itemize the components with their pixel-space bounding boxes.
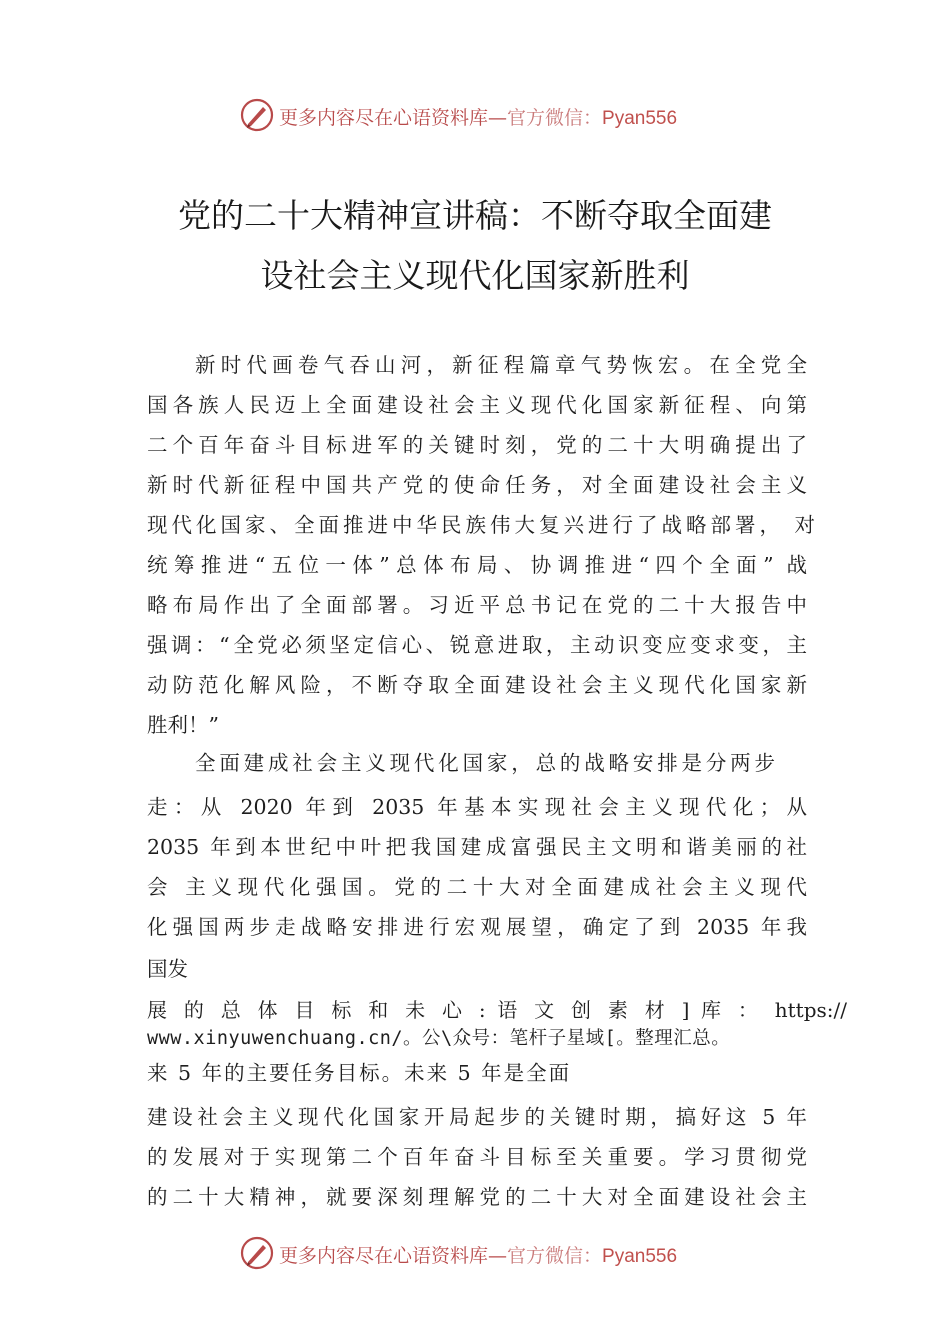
body-line: 来 5 年的主要任务目标。未来 5 年是全面 <box>147 1061 572 1085</box>
header-banner <box>0 95 950 135</box>
banner-id: Pyan556 <box>602 1246 678 1267</box>
page-title-line-2: 设社会主义现代化国家新胜利 <box>260 256 690 295</box>
body-line: 新时代画卷气吞山河，新征程篇章气势恢宏。在全党全 <box>195 353 807 377</box>
body-line: 二个百年奋斗目标进军的关键时刻，党的二十大明确提出了 <box>147 433 807 457</box>
body-line: 走：从 2020 年到 2035 年基本实现社会主义现代化；从 <box>147 795 807 819</box>
body-line: 统筹推进“五位一体”总体布局、协调推进“四个全面” 战 <box>147 553 807 577</box>
body-line-watermark: 展 的 总 体 目 标 和 未 心 : 语 文 创 素 材 ] 库 ： https:// <box>147 998 847 1022</box>
body-line: 国各族人民迈上全面建设社会主义现代化国家新征程、向第 <box>147 393 807 417</box>
body-line: 胜利！” <box>147 713 219 737</box>
banner-dash: — <box>488 107 508 129</box>
banner-id: Pyan556 <box>602 108 678 129</box>
body-line: 现代化国家、全面推进中华民族伟大复兴进行了战略部署， 对 <box>147 513 815 537</box>
banner-text <box>279 1241 677 1268</box>
body-line: 国发 <box>147 957 188 981</box>
body-line: 2035 年到本世纪中叶把我国建成富强民主文明和谐美丽的社 <box>147 835 807 859</box>
banner-text <box>279 103 677 130</box>
banner-wechat: 官方微信： <box>507 1245 603 1267</box>
banner-main: 更多内容尽在心语资料库 <box>279 107 489 129</box>
body-line: 化强国两步走战略安排进行宏观展望，确定了到 2035 年我 <box>147 915 807 939</box>
page-title-line-1: 党的二十大精神宣讲稿：不断夺取全面建 <box>178 196 772 235</box>
banner-dash: — <box>488 1245 508 1267</box>
body-line: 动防范化解风险，不断夺取全面建设社会主义现代化国家新 <box>147 673 807 697</box>
body-line-watermark: www.xinyuwenchuang.cn/。公\众号：笔杆子星域[。整理汇总。 <box>147 1028 731 1049</box>
footer-banner <box>0 1233 950 1273</box>
banner-wechat: 官方微信： <box>507 107 603 129</box>
body-line: 强调：“全党必须坚定信心、锐意进取，主动识变应变求变，主 <box>147 633 807 657</box>
body-line: 建设社会主义现代化国家开局起步的关键时期，搞好这 5 年 <box>147 1105 807 1129</box>
body-line: 全面建成社会主义现代化国家，总的战略安排是分两步 <box>195 751 775 775</box>
body-line: 的二十大精神，就要深刻理解党的二十大对全面建设社会主 <box>147 1185 807 1209</box>
pen-logo-icon <box>239 97 275 133</box>
pen-logo-icon <box>239 1235 275 1271</box>
banner-main: 更多内容尽在心语资料库 <box>279 1245 489 1267</box>
body-line: 会 主义现代化强国。党的二十大对全面建成社会主义现代 <box>147 875 807 899</box>
body-line: 的发展对于实现第二个百年奋斗目标至关重要。学习贯彻党 <box>147 1145 807 1169</box>
body-line: 新时代新征程中国共产党的使命任务，对全面建设社会主义 <box>147 473 807 497</box>
body-line: 略布局作出了全面部署。习近平总书记在党的二十大报告中 <box>147 593 807 617</box>
